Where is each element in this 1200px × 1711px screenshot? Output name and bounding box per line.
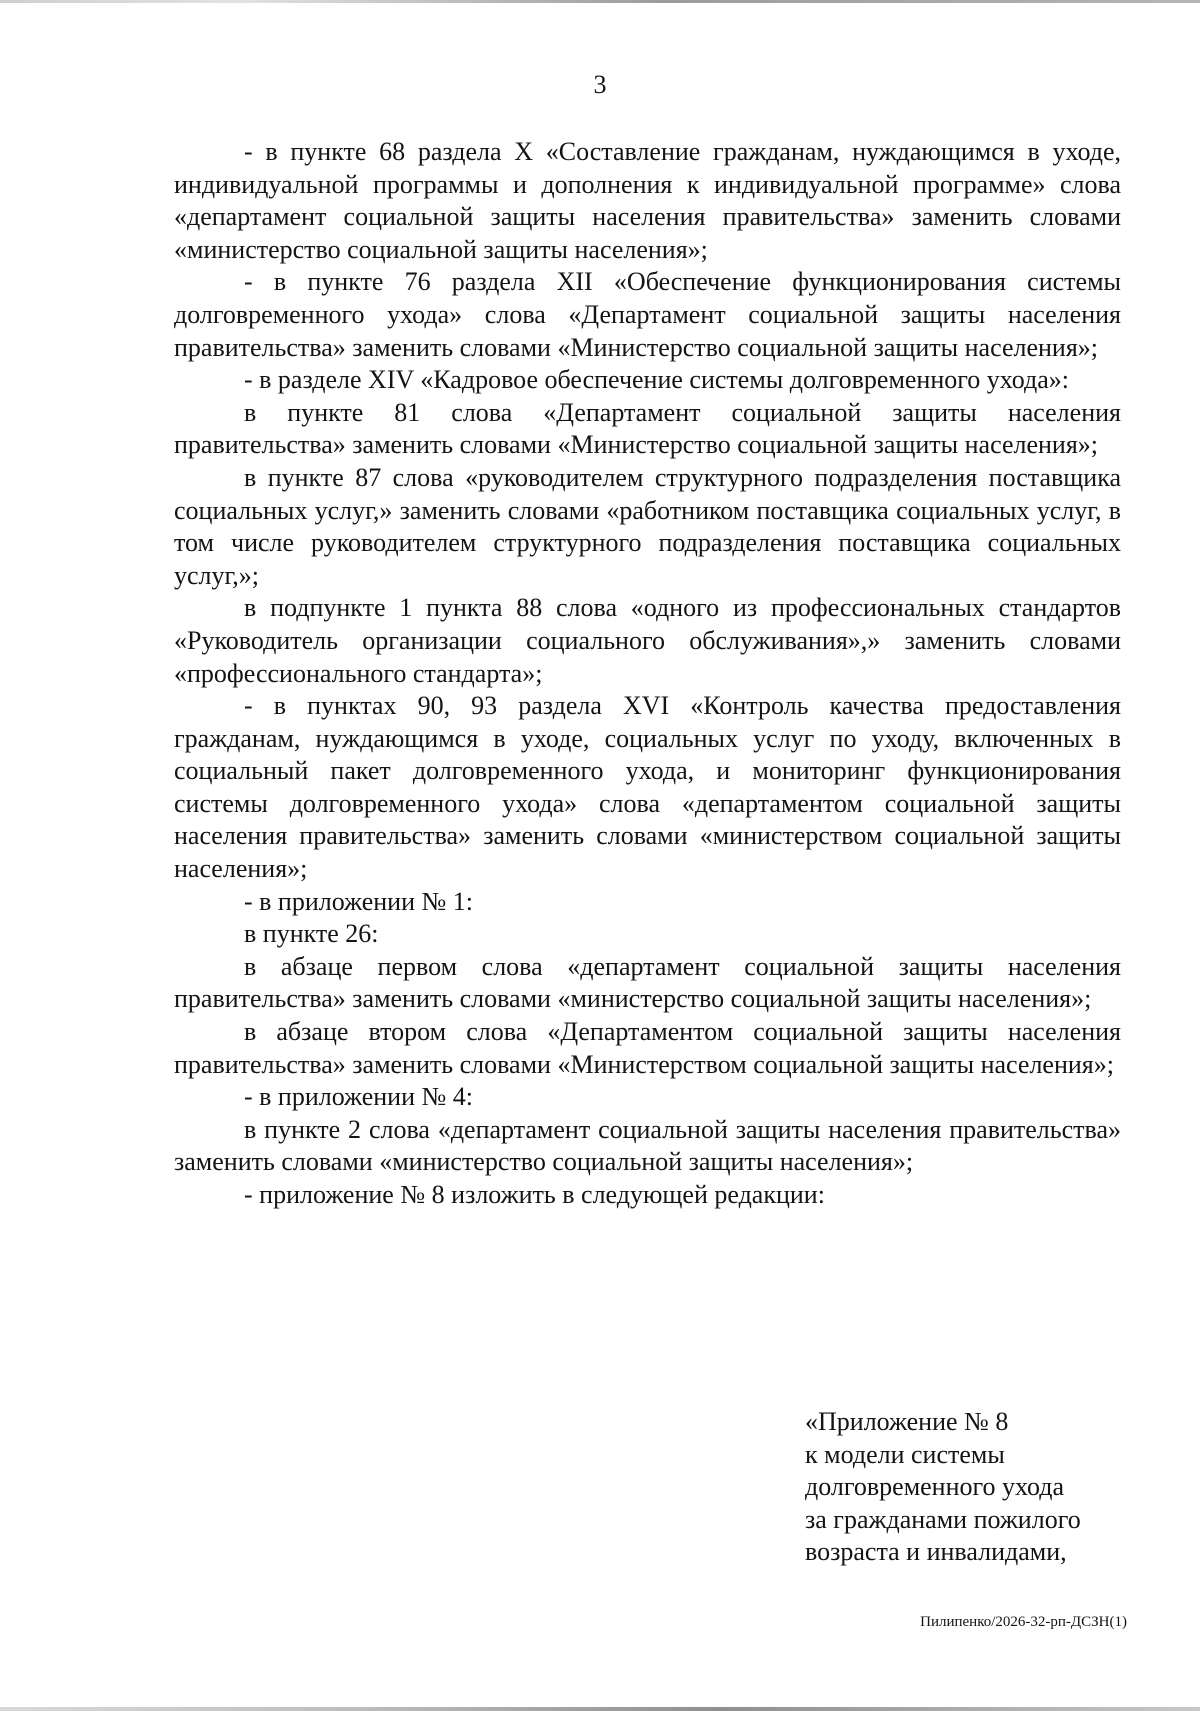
paragraph-section-xiv: - в разделе XIV «Кадровое обеспечение системы долговременного ухода»: [244,365,1070,395]
appendix-heading-line: долговременного ухода [805,1472,1065,1502]
paragraph-section-xii-item-76: - в пункте 76 раздела XII «Обеспечение функционирования системы долговременного ухода» слова «Департамент социальной защиты населения правительства» заменить словами «Министерство социальной защиты населения»; [174,267,1121,362]
paragraph-item-26: в пункте 26: [244,919,379,949]
paragraph-appendix-1: - в приложении № 1: [244,886,474,916]
paragraph-section-xvi-items-90-93: - в пунктах 90, 93 раздела XVI «Контроль качества предоставления гражданам, нуждающимся в уходе, социальных услуг по уходу, включенных в социальный пакет долговременного ухода, и мониторинг функционирования системы долговременного ухода» слова «департаментом социальной защиты населения правительства» заменить словами «министерством социальной защиты населения»; [174,691,1121,884]
paragraph-second-abzac: в абзаце втором слова «Департаментом социальной защиты населения правительства» заменить словами «Министерством социальной защиты населения»; [174,1017,1121,1079]
paragraph-first-abzac: в абзаце первом слова «департамент социальной защиты населения правительства» заменить словами «министерство социальной защиты населения»; [174,951,1121,1014]
page-number: 3 [593,70,607,99]
appendix-heading-line: за гражданами пожилого [805,1504,1081,1534]
appendix-heading-block [805,1406,1125,1569]
paragraph-item-81: в пункте 81 слова «Департамент социальной защиты населения правительства» заменить словами «Министерство социальной защиты населения»; [174,397,1121,460]
footer-document-reference: Пилипенко/2026-32-рп-ДСЗН(1) [920,1614,1127,1630]
paragraph-appendix-4: - в приложении № 4: [244,1082,474,1112]
paragraph-appendix-8-intro: - приложение № 8 изложить в следующей редакции: [244,1180,825,1209]
appendix-heading-line: возраста и инвалидами, [805,1537,1067,1567]
paragraph-item-88: в подпункте 1 пункта 88 слова «одного из профессиональных стандартов «Руководитель организации социального обслуживания»,» заменить словами «профессионального стандарта»; [174,593,1121,688]
appendix-heading-line: «Приложение № 8 [805,1407,1009,1436]
appendix-heading-line: к модели системы [805,1439,1005,1469]
paragraph-item-87: в пункте 87 слова «руководителем структурного подразделения поставщика социальных услуг,» заменить словами «работником поставщика социальных услуг, в том числе руководителем структурного подразделения поставщика социальных услуг,»; [174,462,1121,590]
paragraph-section-x-item-68: - в пункте 68 раздела X «Составление гражданам, нуждающимся в уходе, индивидуальной программы и дополнения к индивидуальной программе» слова «департамент социальной защиты населения правительства» заменить словами «министерство социальной защиты населения»; [174,137,1121,264]
scan-edge-top [0,0,1200,3]
scan-edge-bottom [0,1707,1200,1711]
paragraph-item-2: в пункте 2 слова «департамент социальной защиты населения правительства» заменить словами «министерство социальной защиты населения»; [174,1114,1121,1177]
document-body [174,136,1121,1212]
